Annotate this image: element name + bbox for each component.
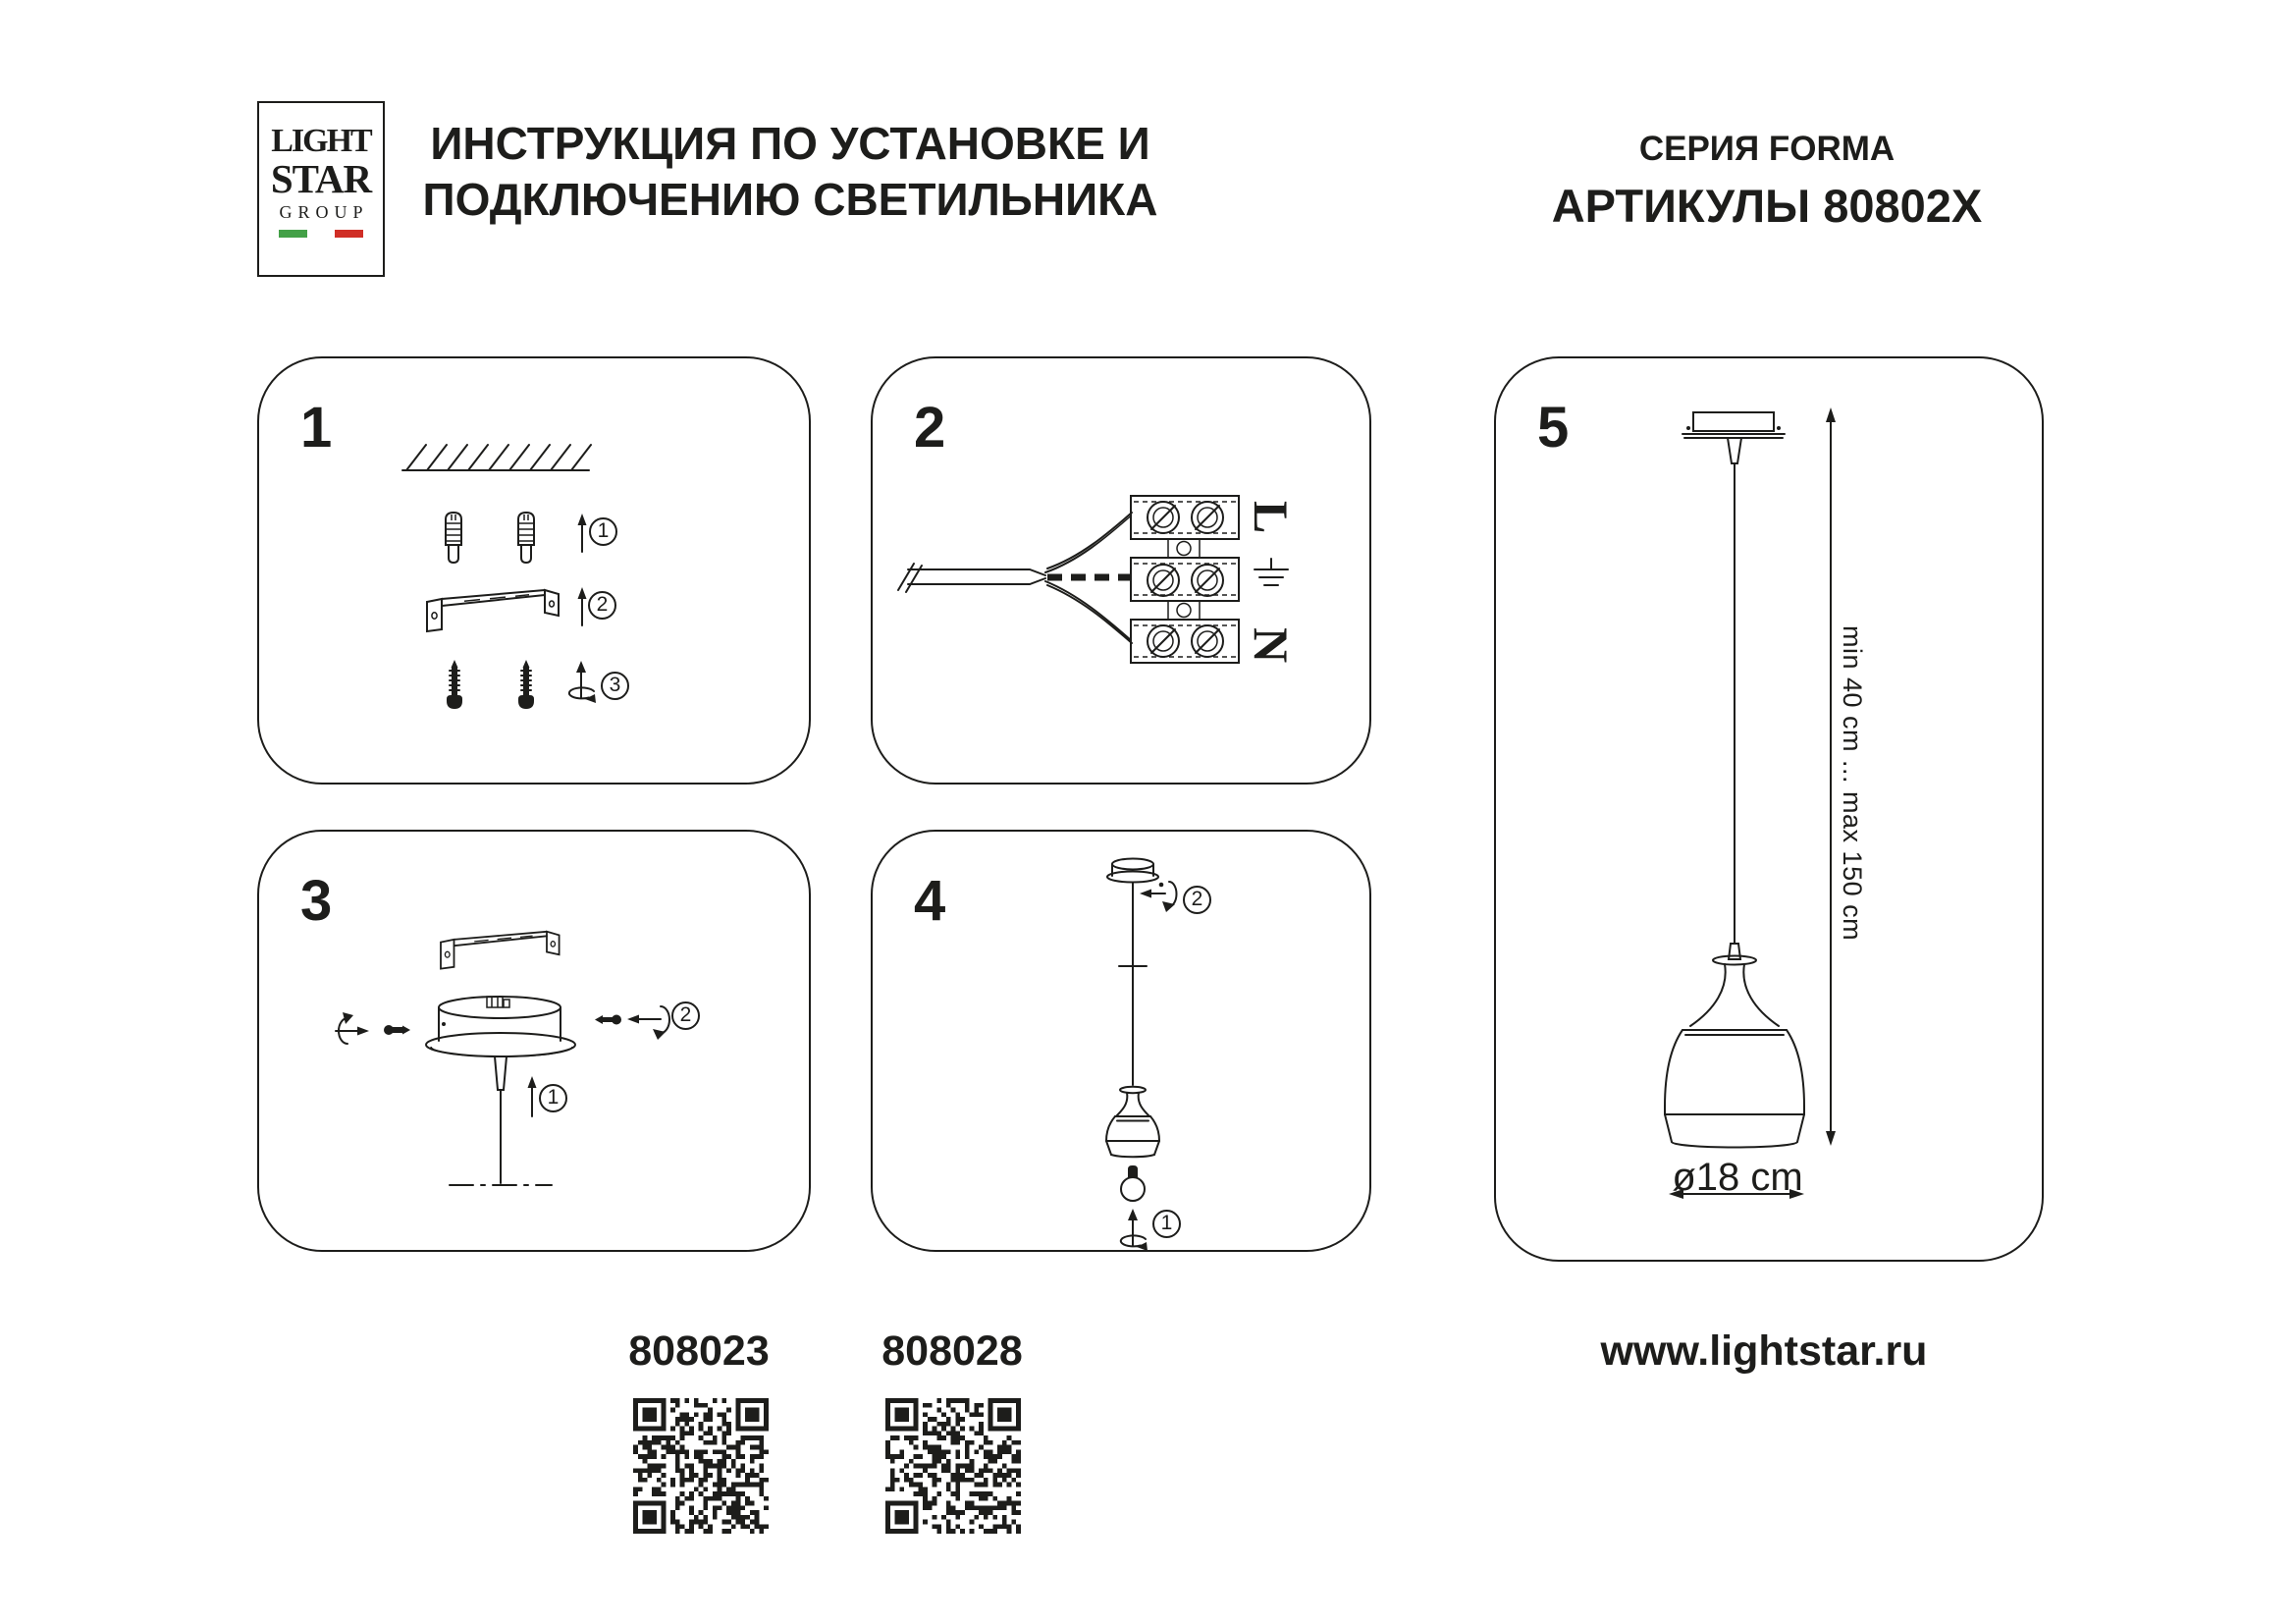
website-url: www.lightstar.ru [1600,1327,1928,1375]
callout-2: 2 [671,1001,700,1030]
screw-rotate-icon [569,661,596,703]
series-name: СЕРИЯ FORMA [1638,130,1896,168]
ceiling-canopy-icon [1682,412,1785,463]
screw-icon [447,660,534,709]
step-5-panel [1494,356,2044,1262]
diameter-label: ø18 cm [1672,1156,1803,1199]
rotate-icon-top [1140,882,1177,912]
mains-cable-icon [898,512,1133,643]
italian-flag-icon [279,230,363,238]
bulb-rotate-icon [1121,1209,1148,1251]
step-1-diagram [259,358,813,786]
neutral-terminal-label: N [1244,626,1299,664]
logo-word-star: STAR [270,156,372,201]
side-screw-right-icon [595,1015,621,1025]
page-title-line2: ПОДКЛЮЧЕНИЮ СВЕТИЛЬНИКА [422,174,1158,225]
logo-word-group: GROUP [279,202,369,222]
step-4-panel [871,830,1371,1252]
suspension-cable-icon [1729,463,1740,959]
callout-2: 2 [588,591,616,620]
live-terminal-label: L [1244,501,1299,534]
insert-arrow-2 [578,587,587,625]
rotate-icon-left [336,1012,369,1044]
callout-3: 3 [601,672,629,700]
terminal-screw-icon [1148,502,1223,657]
step-5-final-view [1496,358,2046,1264]
rotate-icon-right [627,1006,669,1040]
step-3-number: 3 [300,869,333,933]
mounting-bracket-icon [441,932,560,969]
lift-arrow [528,1076,537,1116]
step-2-panel [871,356,1371,785]
step-3-panel [257,830,811,1252]
qr-code-article-2 [885,1398,1021,1534]
step-2-number: 2 [914,396,946,460]
callout-2: 2 [1183,886,1211,914]
wall-anchor-icon [446,513,534,563]
step-4-diagram [873,832,1373,1254]
height-dimension-arrow [1826,407,1836,1146]
callout-1: 1 [539,1084,567,1112]
flag-white-stripe [307,230,336,238]
callout-1: 1 [1152,1210,1181,1238]
step-4-number: 4 [914,869,946,933]
earth-symbol-icon [1255,559,1288,585]
terminal-block-icon [1131,496,1239,663]
page-title [393,116,1188,228]
lightstar-logo [257,101,385,277]
articles-code: АРТИКУЛЫ 80802X [1551,180,1983,232]
canopy-icon [1107,859,1163,888]
step-1-number: 1 [300,396,333,460]
lamp-shade-icon [1106,1087,1159,1157]
article-number-2: 808028 [881,1327,1023,1375]
ceiling-hatch-icon [402,445,591,470]
page-title-line1: ИНСТРУКЦИЯ ПО УСТАНОВКЕ И [430,118,1150,169]
lamp-shade-icon [1665,956,1804,1148]
insert-arrow-1 [578,514,587,552]
mounting-bracket-icon [427,590,559,631]
flag-green-stripe [279,230,307,238]
bulb-icon [1121,1165,1145,1201]
flag-red-stripe [335,230,363,238]
side-screw-left-icon [384,1025,410,1035]
article-number-1: 808023 [628,1327,770,1375]
logo-word-light: LIGHT [271,123,371,159]
step-3-diagram [259,832,813,1254]
qr-code-article-1 [633,1398,769,1534]
suspension-cable-icon [1119,883,1147,1085]
step-5-number: 5 [1537,396,1570,460]
callout-1: 1 [589,517,617,546]
step-1-panel [257,356,811,785]
height-range-label: min 40 cm ... max 150 cm [1838,625,1867,942]
series-block [1531,130,2002,231]
step-2-wiring-diagram [873,358,1373,786]
